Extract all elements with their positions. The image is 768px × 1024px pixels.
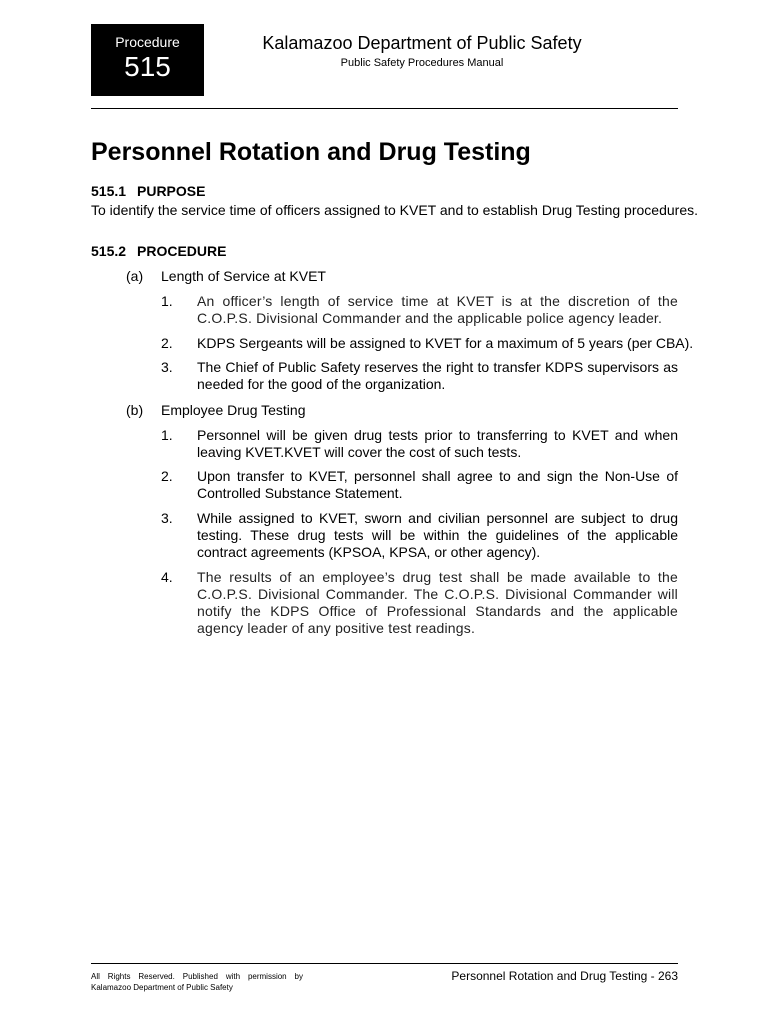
item-text: KDPS Sergeants will be assigned to KVET for a maximum of 5 years (per CBA). [197,335,694,351]
subsection-label: Employee Drug Testing [161,402,306,418]
item-number: 2. [161,468,173,484]
procedure-badge [91,24,204,96]
item-text: Upon transfer to KVET, personnel shall agree to and sign the Non-Use of Controlled Substance Statement. [197,468,678,501]
item-text: The results of an employee’s drug test shall be made available to the C.O.P.S. Divisional Commander. The C.O.P.S. Divisional Commander will notify the KDPS Office of Professional Standards and the applicable agency leader of any positive test readings. [197,569,678,636]
section-number: 515.2 [91,243,127,259]
subsection-label: Length of Service at KVET [161,268,326,284]
section-heading-purpose [91,183,205,200]
manual-name: Public Safety Procedures Manual [340,57,504,69]
item-text: An officer’s length of service time at KVET is at the discretion of the C.O.P.S. Divisional Commander and the applicable police agency leader. [197,293,678,326]
item-number: 1. [161,427,173,443]
item-number: 4. [161,569,173,585]
item-text: The Chief of Public Safety reserves the right to transfer KDPS supervisors as needed for the good of the organization. [197,359,678,392]
item-number: 3. [161,510,173,526]
procedure-number: 515 [124,51,171,82]
footer-divider [91,963,678,964]
item-number: 1. [161,293,173,309]
page-title: Personnel Rotation and Drug Testing [91,138,531,166]
footer-page-label: Personnel Rotation and Drug Testing - 263 [451,969,678,983]
footer-rights: All Rights Reserved. Published with permission by Kalamazoo Department of Public Safety [91,972,303,992]
item-number: 3. [161,359,173,375]
item-text: While assigned to KVET, sworn and civilian personnel are subject to drug testing. These drug tests will be within the guidelines of the applicable contract agreements (KPSOA, KPSA, or other agency). [197,510,678,560]
purpose-text: To identify the service time of officers assigned to KVET and to establish Drug Testing procedures. [91,202,698,218]
header-divider [91,108,678,109]
section-title: PURPOSE [137,183,206,199]
section-title: PROCEDURE [137,243,227,259]
subsection-mark: (a) [126,268,144,284]
department-name: Kalamazoo Department of Public Safety [262,33,582,53]
item-text: Personnel will be given drug tests prior to transferring to KVET and when leaving KVET.KVET will cover the cost of such tests. [197,427,678,460]
procedure-label: Procedure [115,34,180,50]
section-heading-procedure [91,243,226,260]
section-number: 515.1 [91,183,127,199]
item-number: 2. [161,335,173,351]
subsection-mark: (b) [126,402,144,418]
